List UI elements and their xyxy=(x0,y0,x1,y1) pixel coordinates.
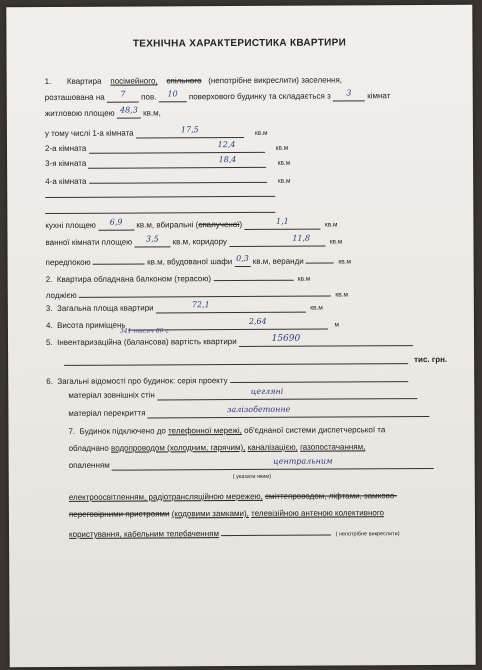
walls-row: матеріал зовнішніх стін цегляні xyxy=(68,389,417,401)
total-area-row: 3. Загальна площа квартири 72,1 кв.м xyxy=(45,300,323,314)
value-row: 5. Інвентаризаційна (балансова) вартість квартири 15690 xyxy=(46,336,413,348)
kitchen-value: 6,9 xyxy=(109,217,123,227)
wc-value: 1,1 xyxy=(275,216,289,226)
rooms-count-value: 3 xyxy=(346,88,352,98)
closet-value: 0,3 xyxy=(236,253,249,264)
blank-rule-1 xyxy=(45,196,275,198)
s1-line3: житловою площею 48,3 кв.м, xyxy=(44,105,161,119)
s1-line1: 1. Квартира посімейного, спільного (непотрібне викреслити) заселення, xyxy=(44,75,343,87)
blank-rule-2 xyxy=(45,212,275,214)
ceiling-row: матеріал перекриття залізобетонне xyxy=(68,407,429,419)
hall-row: передпокою кв.м, вбудованої шафи 0,3 кв.м, веранди кв.м xyxy=(45,253,352,268)
room-2-row: 2-а кімната 12,4 кв.м xyxy=(44,140,289,154)
height-value: 2,64 xyxy=(248,316,267,326)
electric-option: електроосвітленням, радіотрансляційною мережею, xyxy=(68,491,263,502)
cable-option: користування, кабельним телебаченням xyxy=(69,529,219,539)
kitchen-row: кухні площею 6,9 кв.м, вбиральні (спалученої) 1,1 кв.м xyxy=(45,216,338,231)
floor-value: 7 xyxy=(120,89,126,99)
heating-hint: ( указати яким) xyxy=(232,473,272,481)
garbage-lift-struck: сміттепроводом, ліфтами, замково- xyxy=(265,491,397,501)
total-area-value: 72,1 xyxy=(191,300,210,310)
floors-total-value: 10 xyxy=(167,89,178,99)
s7-line1: 7. Будинок підключено до телефонної мережі, об'єднаної системи диспетчерської та xyxy=(68,425,386,436)
room-4-row: 4-а кімната кв.м xyxy=(45,173,290,188)
ceiling-value: залізобетонне xyxy=(227,404,291,415)
s7-line6 xyxy=(69,525,400,541)
intercom-struck: переговірними пристроями xyxy=(68,509,170,519)
room-3-row: 3-я кімната 18,4 кв.м xyxy=(45,155,291,169)
living-area-value: 48,3 xyxy=(119,105,138,115)
option-family: посімейного, xyxy=(110,76,158,86)
heating-row: опаленням центральним xyxy=(69,459,434,471)
loggia-row: лоджією кв.м xyxy=(46,286,348,302)
s1-line2: розташована на 7 пов. 10 поверхового будинку та складається з 3 кімнат xyxy=(44,88,391,103)
room-1-value: 17,5 xyxy=(180,125,199,135)
s7-line5 xyxy=(69,508,384,520)
value-amount: 15690 xyxy=(271,333,301,344)
document-title: ТЕХНІЧНА ХАРАКТЕРИСТИКА КВАРТИРИ xyxy=(132,37,347,50)
room-1-row: у тому числі 1-а кімната 17,5 кв.м xyxy=(44,125,268,139)
wc-combined-struck: спалученої xyxy=(198,220,240,230)
antenna-option: телевізійною антеною колективного xyxy=(251,508,385,518)
document-page xyxy=(6,5,475,667)
balcony-row: 2. Квартира обладнана балконом (терасою) кв.м xyxy=(46,271,311,286)
code-lock-option: (кодовими замками), xyxy=(171,508,249,519)
room-2-value: 12,4 xyxy=(217,140,236,150)
option-shared-struck: спільного xyxy=(166,76,202,86)
water-option: водопроводом (холодним, гарячим), xyxy=(110,442,246,453)
sewer-option: каналізацією, xyxy=(247,442,298,452)
value-note: 341 тисяч 86 с xyxy=(119,327,169,335)
currency-label: тис. грн. xyxy=(414,354,448,365)
walls-value: цегляні xyxy=(250,386,284,396)
corridor-value: 11,8 xyxy=(292,233,311,243)
bath-value: 3,5 xyxy=(145,234,159,244)
gas-option: газопостачанням, xyxy=(300,442,366,452)
phone-option: телефонної мережі, xyxy=(168,425,242,436)
value-rule xyxy=(64,363,408,366)
series-row: 6. Загальні відомості про будинок: серія проекту xyxy=(46,372,408,387)
bath-row: ванної кімнати площею 3,5 кв.м, коридору 11,8 кв.м xyxy=(45,233,343,248)
height-row: 4. Висота приміщень 2,64 м xyxy=(45,316,339,331)
heating-value: центральним xyxy=(273,456,333,466)
s7-line4 xyxy=(69,491,397,503)
strike-note: ( непотрібне викреслити) xyxy=(335,531,400,538)
room-3-value: 18,4 xyxy=(218,155,237,165)
s7-line2: обладнано водопроводом (холодним, гарячим), каналізацією, газопостачанням, xyxy=(68,442,366,453)
